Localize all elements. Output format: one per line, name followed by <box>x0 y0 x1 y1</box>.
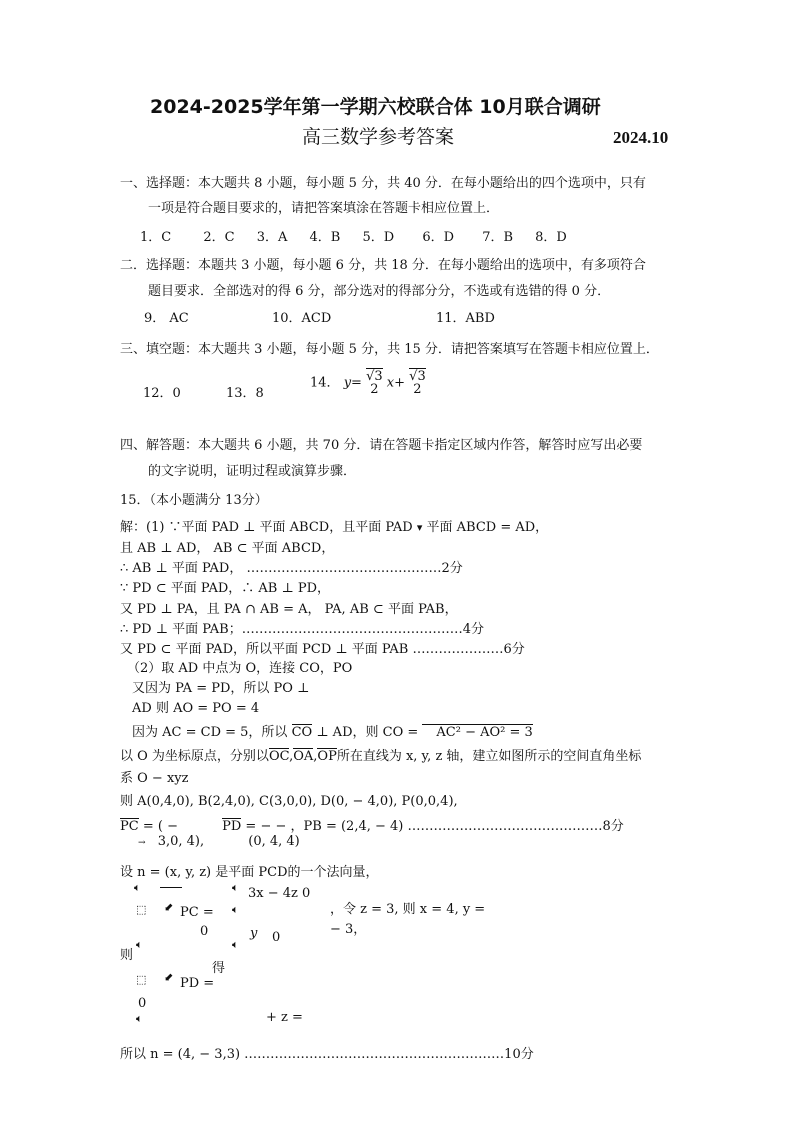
answer-3: 3．A <box>256 230 288 245</box>
intersection-icon: ▾ <box>416 521 423 534</box>
solution-text: 平面 PAB， <box>387 602 458 617</box>
solution-text: 3,0, 4), <box>157 834 205 849</box>
denominator-2-b: 2 <box>413 382 422 397</box>
answer-6: 6．D <box>422 230 455 245</box>
vector-oa: OA <box>293 749 314 764</box>
solution-line-1 <box>120 516 548 535</box>
answer-8: 8．D <box>535 230 567 245</box>
equation-plus-z: + z = <box>266 1010 303 1025</box>
solution-line-9: 又因为 PA = PD，所以 PO ⊥ <box>132 681 310 696</box>
solution-text: = − − <box>245 819 287 834</box>
sqrt-expression: AC² − AO² = 3 <box>422 724 532 740</box>
solution-line-10: AD 则 AO = PO = 4 <box>132 701 260 716</box>
section1-intro-line1: 一、选择题：本大题共 8 小题，每小题 5 分，共 40 分．在每小题给出的四个选项中，只有 <box>120 176 646 191</box>
value-0: 0 <box>272 930 281 945</box>
solution-text: (0, 4, 4) <box>248 834 300 849</box>
solution-line-7 <box>120 638 525 657</box>
text-ze: 则 <box>120 948 134 963</box>
vector-oc: OC <box>268 749 290 764</box>
answer-14 <box>310 370 426 396</box>
section4-intro-line2: 的文字说明，证明过程或演算步骤． <box>148 464 357 479</box>
solution-text: 所在直线为 x, y, z 轴，建立如图所示的空间直角坐标 <box>336 749 642 764</box>
solution-text: 平面 PAD，∴ AB ⊥ PD， <box>170 581 330 596</box>
solution-text: ⊥ AD，则 CO = <box>316 725 419 740</box>
solution-text: 又 PD ⊥ PA，且 PA <box>120 602 241 617</box>
answer-4: 4．B <box>309 230 341 245</box>
solution-line-12: 以 O 为坐标原点，分别以OC,OA,OP所在直线为 x, y, z 轴，建立如图所示的空间直角坐标 <box>120 749 642 764</box>
solution-line-15 <box>120 815 624 834</box>
section4-intro-line1: 四、解答题：本大题共 6 小题，共 70 分．请在答题卡指定区域内作答，解答时应写出必要 <box>120 438 643 453</box>
page-subtitle: 高三数学参考答案 <box>302 126 455 148</box>
subset-icon: ⊂ <box>155 581 167 596</box>
speaker-icon: 🔈︎ <box>134 881 141 894</box>
answer-9: 9． AC <box>144 311 189 326</box>
solution-line-3: ∴ AB ⊥ 平面 PAD， ………………………………………2分 <box>120 561 463 576</box>
answer-14-prefix: 14． <box>310 375 340 391</box>
solution-text: = ( − <box>142 819 178 834</box>
solution-line-17: 设 n = (x, y, z) 是平面 PCD的一个法向量， <box>120 865 379 880</box>
solution-text: 解：(1) ∵平面 PAD ⊥ 平面 ABCD，且平面 PAD <box>120 520 413 535</box>
answer-1: 1．C <box>140 230 172 245</box>
section1-intro-line2: 一项是符合题目要求的，请把答案填涂在答题卡相应位置上． <box>148 201 500 216</box>
section1-answers <box>140 226 567 245</box>
solution-text: ，PB = (2,4, − 4) ………………………………………8分 <box>290 819 624 834</box>
equation-pd: PD = <box>180 976 215 991</box>
vector-pc: PC <box>120 819 139 834</box>
vector-op: OP <box>317 749 337 764</box>
answer-14-y: y= <box>343 375 362 391</box>
value-0: 0 <box>200 924 209 939</box>
equation-pc: PC = <box>180 905 214 920</box>
section2-intro-line2: 题目要求．全部选对的得 6 分，部分选对的得部分分，不选或有选错的得 0 分． <box>148 284 611 299</box>
vector-pd: PD <box>222 819 242 834</box>
solution-text: 以 O 为坐标原点，分别以 <box>120 749 269 764</box>
answer-13: 13．8 <box>226 386 264 401</box>
answer-2: 2．C <box>203 230 235 245</box>
solution-text: 因为 AC = CD = 5，所以 <box>132 725 288 740</box>
solution-text: AB = A， PA, AB <box>260 602 369 617</box>
value-neg3: − 3， <box>330 922 367 937</box>
solution-text: 平面 ABCD， <box>251 541 335 556</box>
solution-text: 平面 ABCD = AD， <box>426 520 549 535</box>
answer-10: 10．ACD <box>272 311 332 326</box>
var-y: y <box>250 926 258 941</box>
solution-line-6: ∴ PD ⊥ 平面 PAB；……………………………………………4分 <box>120 622 484 637</box>
equation-3x-4z: 3x − 4z 0 <box>248 886 311 901</box>
arrow-icon: → <box>138 838 146 848</box>
solution-line-14: 则 A(0,4,0), B(2,4,0), C(3,0,0), D(0, − 4,0), P(0,0,4), <box>120 794 458 809</box>
fraction-bar <box>160 887 182 888</box>
speaker-icon: 🔈︎ <box>232 881 239 894</box>
answer-12: 12．0 <box>143 386 181 401</box>
fraction-sqrt3-over-2-b <box>409 370 426 396</box>
dotted-box-icon: ⬚ <box>136 973 147 986</box>
vector-co: CO <box>291 725 313 740</box>
speaker-icon: 🔈︎ <box>136 938 143 951</box>
sqrt3-b: √3 <box>409 369 426 384</box>
solution-text: 且 AB ⊥ AD， AB <box>120 541 233 556</box>
value-0: 0 <box>138 996 147 1011</box>
fraction-sqrt3-over-2 <box>366 370 383 396</box>
solution-text: 又 PD <box>120 642 157 657</box>
answer-14-x: x+ <box>386 375 406 391</box>
answer-5: 5．D <box>362 230 395 245</box>
speaker-icon: 🔈︎ <box>136 1012 143 1025</box>
section3-intro: 三、填空题：本大题共 3 小题，每小题 5 分，共 15 分．请把答案填写在答题卡相应位置上． <box>120 342 659 357</box>
solution-final-line: 所以 n = (4, − 3,3) ……………………………………………………10分 <box>120 1047 534 1062</box>
section2-intro-line1: 二．选择题：本题共 3 小题，每小题 6 分，共 18 分．在每小题给出的选项中，有多项符合 <box>120 258 646 273</box>
arrow-icon: ⬋ <box>164 971 174 984</box>
solution-text: 平面 PAD，所以平面 PCD ⊥ 平面 PAB …………………6分 <box>175 642 525 657</box>
arrow-icon: ⬋ <box>164 901 174 914</box>
intersection-icon: ∩ <box>244 602 256 617</box>
solution-line-5 <box>120 598 458 617</box>
answer-11: 11．ABD <box>436 311 495 326</box>
equation-let-z: ，令 z = 3, 则 x = 4, y = <box>330 902 486 917</box>
solution-line-11 <box>132 721 533 740</box>
speaker-icon: 🔈︎ <box>232 938 239 951</box>
subset-icon: ⊂ <box>236 541 248 556</box>
speaker-icon: 🔈︎ <box>232 903 239 916</box>
solution-line-13: 系 O − xyz <box>120 771 189 786</box>
solution-line-2 <box>120 537 334 556</box>
sqrt3: √3 <box>366 369 383 384</box>
answer-7: 7．B <box>482 230 514 245</box>
question-15-heading: 15．（本小题满分 13分） <box>120 493 268 508</box>
date: 2024.10 <box>613 128 669 147</box>
denominator-2: 2 <box>370 382 379 397</box>
subset-icon: ⊂ <box>372 602 384 617</box>
text-de: 得 <box>212 961 226 976</box>
dotted-box-icon: ⬚ <box>136 903 147 916</box>
solution-line-16 <box>138 834 300 849</box>
solution-line-8: （2）取 AD 中点为 O，连接 CO，PO <box>127 661 353 676</box>
solution-line-4 <box>120 577 330 596</box>
solution-text: ∵ PD <box>120 581 152 596</box>
page-title: 2024-2025学年第一学期六校联合体 10月联合调研 <box>150 96 601 118</box>
subset-icon: ⊂ <box>160 642 172 657</box>
